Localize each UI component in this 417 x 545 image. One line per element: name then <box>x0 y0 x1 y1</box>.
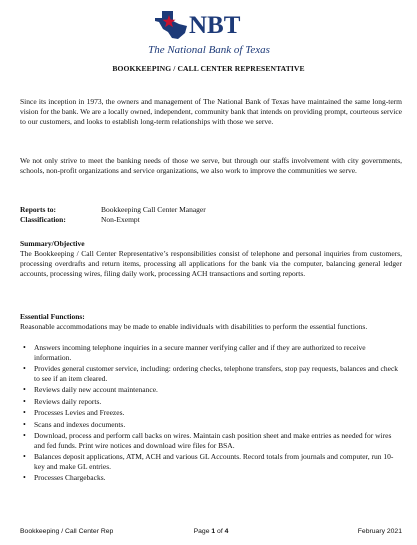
essential-functions-list <box>20 343 402 485</box>
list-item: • Processes Levies and Freezes. <box>20 408 402 418</box>
footer-page-number <box>20 528 402 535</box>
page-prefix: Page <box>193 528 212 535</box>
essential-functions-heading: Essential Functions: <box>20 312 85 321</box>
reports-to-label: Reports to: <box>20 205 57 214</box>
intro-paragraph-2: We not only strive to meet the banking needs of those we serve, but through our staffs involvement with city governments, schools, non-profit organizations and service organizations, we also work to improve the communities we serve. <box>20 156 402 175</box>
texas-star-icon <box>153 10 189 40</box>
summary-text: The Bookkeeping / Call Center Representative’s responsibilities consist of telephone and personal inquiries from customers, processing overdrafts and return items, processing all applications for the bank via the computer, balancing general ledger accounts, processing wires, filing daily work, processing ACH transactions and sorting reports. <box>20 249 402 278</box>
list-item: • Reviews daily new account maintenance. <box>20 385 402 395</box>
classification-label: Classification: <box>20 215 66 224</box>
classification-value: Non-Exempt <box>101 215 140 224</box>
page-total: 4 <box>224 528 229 535</box>
document-title: BOOKKEEPING / CALL CENTER REPRESENTATIVE <box>112 64 305 73</box>
list-item: • Provides general customer service, including: ordering checks, telephone transfers, stop pay requests, balances and check to see if an item cleared. <box>20 364 402 384</box>
reports-to-value: Bookkeeping Call Center Manager <box>101 205 206 214</box>
list-item: • Balances deposit applications, ATM, ACH and various GL Accounts. Record totals from journals and computer, run 10-key and make GL entries. <box>20 452 402 472</box>
intro-paragraph-1: Since its inception in 1973, the owners and management of The National Bank of Texas have maintained the same long-term vision for the bank. We are a locally owned, independent, community bank that intends on providing prompt, courteous service to our customers, and looks to establish long-term relationships with those we serve. <box>20 97 402 126</box>
list-item: • Scans and indexes documents. <box>20 420 402 430</box>
page-footer <box>20 528 402 538</box>
footer-doc-name: Bookkeeping / Call Center Rep <box>20 528 114 535</box>
list-item: • Download, process and perform call backs on wires. Maintain cash position sheet and make entries as needed for wires and fed funds. Print wire notices and download wire files for BSA. <box>20 431 402 451</box>
list-item: • Answers incoming telephone inquiries in a secure manner verifying caller and if they are authorized to receive information. <box>20 343 402 363</box>
list-item: • Reviews daily reports. <box>20 397 402 407</box>
page-mid: of <box>215 528 225 535</box>
list-item: • Processes Chargebacks. <box>20 473 402 483</box>
logo-bank-name: The National Bank of Texas <box>148 44 270 56</box>
logo-letters: NBT <box>189 12 241 39</box>
essential-functions-intro: Reasonable accommodations may be made to enable individuals with disabilities to perform the essential functions. <box>20 322 368 331</box>
bank-logo <box>139 10 279 58</box>
footer-date: February 2021 <box>357 528 402 535</box>
page-current: 1 <box>211 528 216 535</box>
summary-heading: Summary/Objective <box>20 239 85 248</box>
